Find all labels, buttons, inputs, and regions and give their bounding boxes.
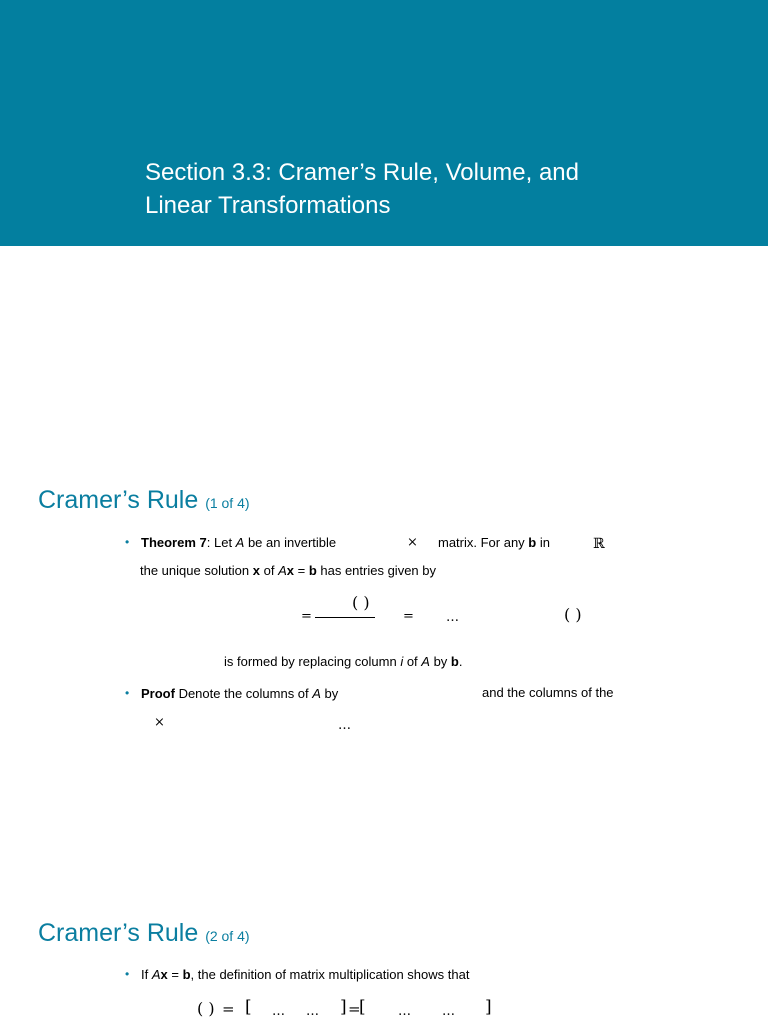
eq-ellipsis: … [442, 1004, 455, 1019]
fraction-bar [315, 617, 375, 618]
section-title-line-1: Section 3.3: Cramer’s Rule, Volume, and [145, 159, 580, 186]
proof-text: Denote the columns of [174, 686, 313, 701]
proof-label: Proof [141, 686, 175, 701]
slide-2-line [141, 967, 469, 983]
bullet-icon: • [125, 967, 130, 981]
vector-x: x [286, 563, 294, 578]
formula-ellipsis: … [446, 610, 459, 625]
slide-1-title-text: Cramer’s Rule [38, 486, 199, 514]
formula-equals: = [403, 609, 414, 624]
note-text: . [458, 654, 463, 669]
eq-parens: ( ) [197, 999, 215, 1018]
slide-1-subtitle: (1 of 4) [205, 495, 250, 511]
times-symbol: × [407, 535, 418, 550]
theorem-line [141, 535, 336, 551]
proof-text: by [320, 686, 339, 701]
matrix-a: A [278, 563, 287, 578]
slide-2-subtitle: (2 of 4) [205, 928, 250, 944]
slide-1-title [38, 485, 250, 518]
section-title-line-2: Linear Transformations [145, 192, 391, 219]
matrix-a: A [421, 654, 430, 669]
eq-ellipsis: … [306, 1004, 319, 1019]
line-text: , the definition of matrix multiplication shows that [190, 967, 470, 982]
vector-b: b [528, 535, 537, 550]
index-i: i [400, 654, 404, 669]
title-banner [0, 0, 768, 246]
line-text: If [141, 967, 152, 982]
right-bracket: ] [340, 997, 347, 1017]
matrix-a: A [312, 686, 321, 701]
section-title [145, 156, 705, 222]
vector-b: b [182, 967, 191, 982]
eq-equals: = [222, 1000, 235, 1018]
matrix-a: A [235, 535, 245, 550]
formula-equals: = [301, 609, 312, 624]
line-text: the unique solution [140, 563, 253, 578]
slide-2-title [38, 918, 250, 951]
formula-numerator: ( ) [352, 593, 370, 612]
theorem-line-end [438, 535, 550, 551]
line-text: has entries given by [316, 563, 436, 578]
eq-ellipsis: … [398, 1004, 411, 1019]
note-text: by [429, 654, 451, 669]
note-text: of [403, 654, 422, 669]
note-text: is formed by replacing column [224, 654, 401, 669]
proof-line [141, 686, 338, 702]
theorem-text: matrix. For any [438, 535, 529, 550]
formula-parens: ( ) [564, 605, 582, 624]
left-bracket: [ [245, 997, 252, 1017]
vector-x: x [160, 967, 168, 982]
line-text: of [260, 563, 279, 578]
proof-ellipsis: … [338, 718, 351, 733]
theorem-text: in [536, 535, 550, 550]
vector-x: x [252, 563, 260, 578]
vector-b: b [450, 654, 459, 669]
line-text: = [167, 967, 183, 982]
theorem-text: Let [210, 535, 236, 550]
reals-symbol: ℝ [593, 536, 605, 552]
theorem-label: Theorem 7 [141, 535, 207, 550]
bullet-icon: • [125, 535, 130, 549]
matrix-a: A [151, 967, 161, 982]
left-bracket: [ [359, 997, 366, 1017]
proof-line-end: and the columns of the [482, 685, 614, 700]
slide-2-title-text: Cramer’s Rule [38, 919, 199, 947]
right-bracket: ] [485, 997, 492, 1017]
times-symbol: × [154, 715, 165, 730]
theorem-text: be an invertible [244, 535, 337, 550]
eq-ellipsis: … [272, 1004, 285, 1019]
formula-note [224, 654, 463, 670]
eq-equals: = [348, 1000, 361, 1018]
line-text: = [293, 563, 309, 578]
theorem-colon: : [206, 535, 211, 550]
bullet-icon: • [125, 686, 130, 700]
theorem-line-2 [140, 563, 436, 579]
vector-b: b [308, 563, 317, 578]
